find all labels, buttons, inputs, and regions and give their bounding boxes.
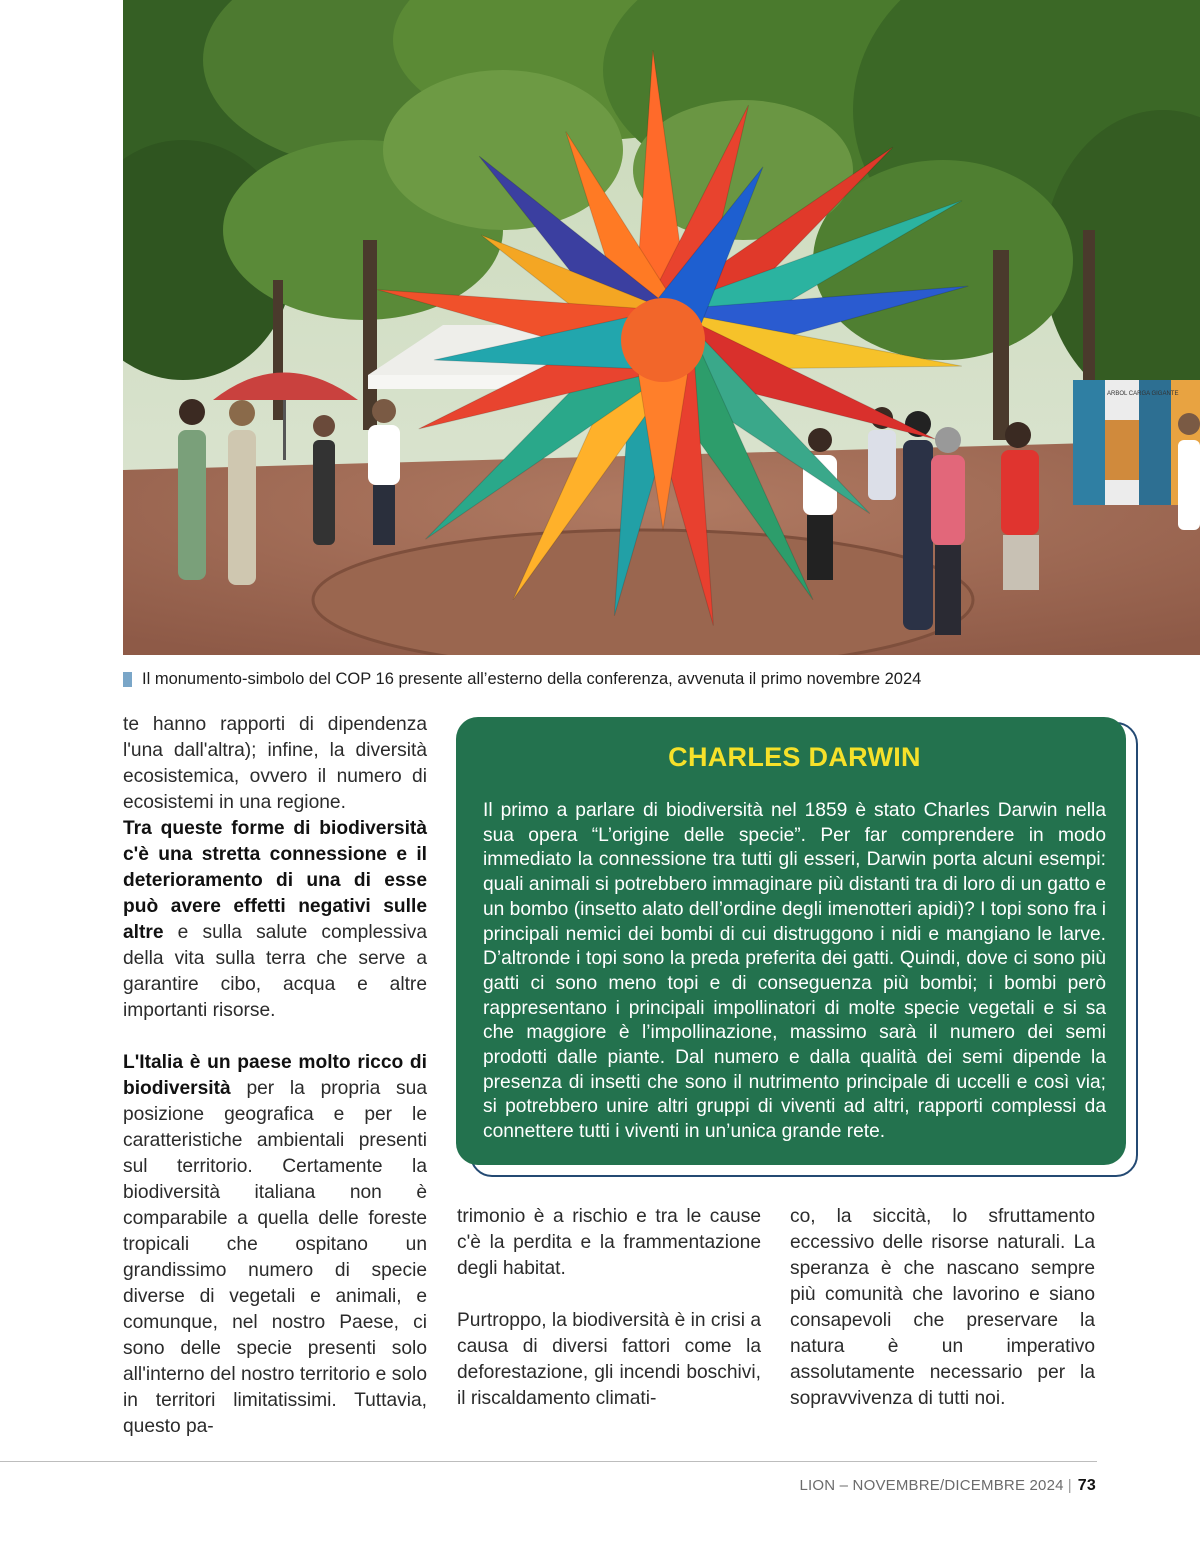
article-column-right bbox=[790, 1204, 1095, 1412]
star-core bbox=[621, 298, 705, 382]
box-title: CHARLES DARWIN bbox=[668, 742, 921, 772]
text: e sulla salute complessiva della vita sulla terra che serve a garantire cibo, acqua e altre importanti risorse. bbox=[123, 922, 427, 1021]
paragraph bbox=[123, 816, 427, 1024]
caption-marker bbox=[123, 672, 132, 687]
footer-rule bbox=[0, 1461, 1097, 1462]
paragraph bbox=[123, 1050, 427, 1440]
caption-text: Il monumento-simbolo del COP 16 presente all’esterno della conferenza, avvenuta il primo novembre 2024 bbox=[142, 669, 922, 688]
box-text: Il primo a parlare di biodiversità nel 1859 è stato Charles Darwin nella sua opera “L’origine delle specie”. Per far comprendere in modo immediato la connessione tra tutti gli esseri, Darwin porta alcuni esempi: quali animali si potrebbero immaginare più distanti tra di loro di un gatto e un bombo (insetto alato dell’ordine degli imenotteri apidi)? I topi sono fra i principali nemici dei bombi di cui distruggono i nidi e mangiano le larve. D’altronde i topi sono la preda preferita dei gatti. Quindi, dove ci sono più gatti ci sono meno topi e di conseguenza più bombi; i bombi però rappresentano i principali impollinatori di molte specie vegetali e si sa che maggiore è l’impollinazione, massimo sarà il numero dei semi prodotti dalle piante. Dal numero e dalla qualità dei semi dipende la presenza di insetti che sono il nutrimento principale di uccelli e così via; si potrebbero unire altri gruppi di viventi ad altri, rapporti complessi da connettere tutti i viventi in un’unica grande rete. bbox=[483, 800, 1106, 1143]
photo-caption bbox=[123, 668, 1183, 690]
paragraph: trimonio è a rischio e tra le cause c'è la perdita e la frammentazione degli habitat. bbox=[457, 1206, 761, 1279]
paragraph: co, la siccità, lo sfruttamento eccessivo delle risorse naturali. La speranza è che nascano sempre più comunità che lavorino e siano consapevoli che preservare la natura è un imperativo assolutamente necessario per la sopravvivenza di tutti noi. bbox=[790, 1206, 1095, 1409]
publication-name: LION – NOVEMBRE/DICEMBRE 2024 bbox=[799, 1477, 1064, 1494]
panel-text: ARBOL CARGA GIGANTE bbox=[1107, 391, 1179, 397]
paragraph: Purtroppo, la biodiversità è in crisi a causa di diversi fattori come la deforestazione, gli incendi boschivi, il riscaldamento climati- bbox=[457, 1310, 761, 1409]
footer-separator: | bbox=[1067, 1477, 1072, 1494]
text: per la propria sua posizione geografica e per le caratteristiche ambientali presenti sul territorio. Certamente la biodiversità italiana non è comparabile a quella delle foreste tropicali che ospitano un grandissimo numero di specie diverse di vegetali e animali, e comunque, nel nostro Paese, ci sono delle specie presenti solo all'interno del nostro territorio e solo in territori limitatissimi. Tuttavia, questo pa- bbox=[123, 1078, 427, 1437]
cop16-monument-photo bbox=[123, 0, 1200, 655]
bold-text: L'Italia è un paese molto ricco di biodiversità bbox=[123, 1052, 427, 1099]
charles-darwin-box bbox=[456, 717, 1126, 1165]
article-column-left bbox=[123, 712, 427, 1440]
bold-text: Tra queste forme di biodiversità c'è una stretta connessione e il deterioramento di una di esse può avere effetti negativi sulle altre bbox=[123, 818, 427, 943]
article-column-middle bbox=[457, 1204, 761, 1412]
page-footer bbox=[799, 1477, 1096, 1495]
page-number: 73 bbox=[1077, 1477, 1096, 1494]
paragraph: te hanno rapporti di dipendenza l'una dall'altra); infine, la diversità ecosistemica, ovvero il numero di ecosistemi in una regione. bbox=[123, 714, 427, 813]
